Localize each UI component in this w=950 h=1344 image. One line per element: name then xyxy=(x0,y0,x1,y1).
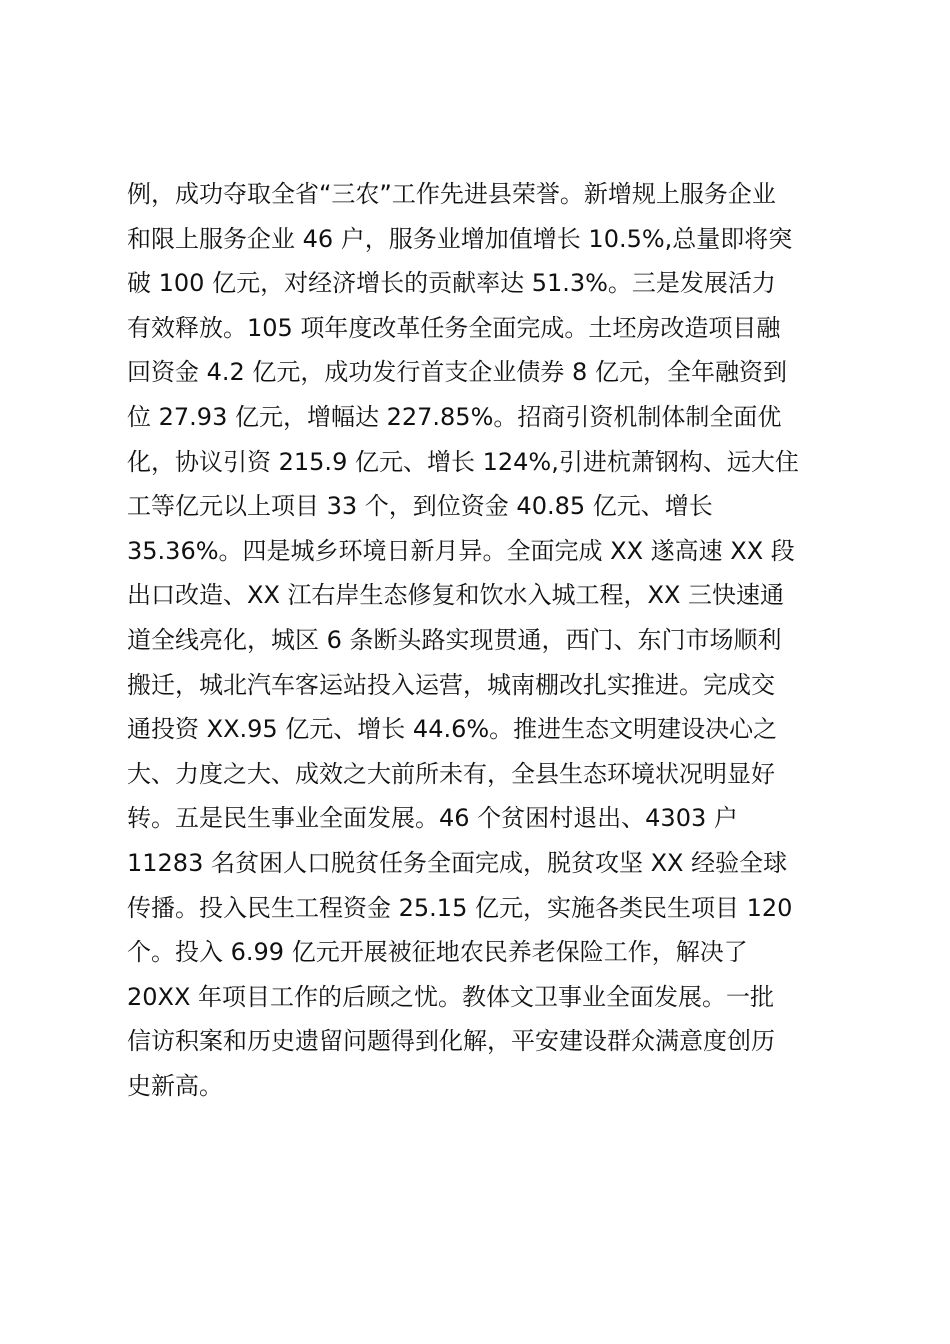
paragraph-line: 化，协议引资 215.9 亿元、增长 124%,引进杭萧钢构、远大住 xyxy=(127,447,799,476)
paragraph-line: 道全线亮化，城区 6 条断头路实现贯通，西门、东门市场顺利 xyxy=(127,625,782,654)
body-paragraph xyxy=(127,172,837,1108)
paragraph-line: 搬迁，城北汽车客运站投入运营，城南棚改扎实推进。完成交 xyxy=(127,670,775,699)
paragraph-line: 出口改造、XX 江右岸生态修复和饮水入城工程，XX 三快速通 xyxy=(127,581,785,610)
paragraph-line: 大、力度之大、成效之大前所未有，全县生态环境状况明显好 xyxy=(127,759,775,788)
paragraph-line: 信访积案和历史遗留问题得到化解，平安建设群众满意度创历 xyxy=(127,1027,775,1056)
paragraph-line: 35.36%。四是城乡环境日新月异。全面完成 XX 遂高速 XX 段 xyxy=(127,536,795,565)
paragraph-line: 通投资 XX.95 亿元、增长 44.6%。推进生态文明建设决心之 xyxy=(127,715,778,744)
paragraph-line: 传播。投入民生工程资金 25.15 亿元，实施各类民生项目 120 xyxy=(127,893,793,922)
paragraph-line: 个。投入 6.99 亿元开展被征地农民养老保险工作，解决了 xyxy=(127,938,748,967)
paragraph-line: 转。五是民生事业全面发展。46 个贫困村退出、4303 户 xyxy=(127,804,738,833)
paragraph-line: 回资金 4.2 亿元，成功发行首支企业债券 8 亿元，全年融资到 xyxy=(127,358,787,387)
paragraph-line: 11283 名贫困人口脱贫任务全面完成，脱贫攻坚 XX 经验全球 xyxy=(127,848,788,877)
paragraph-line: 位 27.93 亿元，增幅达 227.85%。招商引资机制体制全面优 xyxy=(127,402,782,431)
paragraph-line: 史新高。 xyxy=(127,1071,223,1100)
paragraph-line: 和限上服务企业 46 户，服务业增加值增长 10.5%,总量即将突 xyxy=(127,224,793,253)
paragraph-line: 工等亿元以上项目 33 个，到位资金 40.85 亿元、增长 xyxy=(127,492,713,521)
paragraph-line: 有效释放。105 项年度改革任务全面完成。土坯房改造项目融 xyxy=(127,313,781,342)
paragraph-line: 例，成功夺取全省“三农”工作先进县荣誉。新增规上服务企业 xyxy=(127,180,776,208)
paragraph-line: 20XX 年项目工作的后顾之忧。教体文卫事业全面发展。一批 xyxy=(127,982,775,1011)
paragraph-line: 破 100 亿元，对经济增长的贡献率达 51.3%。三是发展活力 xyxy=(127,269,776,298)
